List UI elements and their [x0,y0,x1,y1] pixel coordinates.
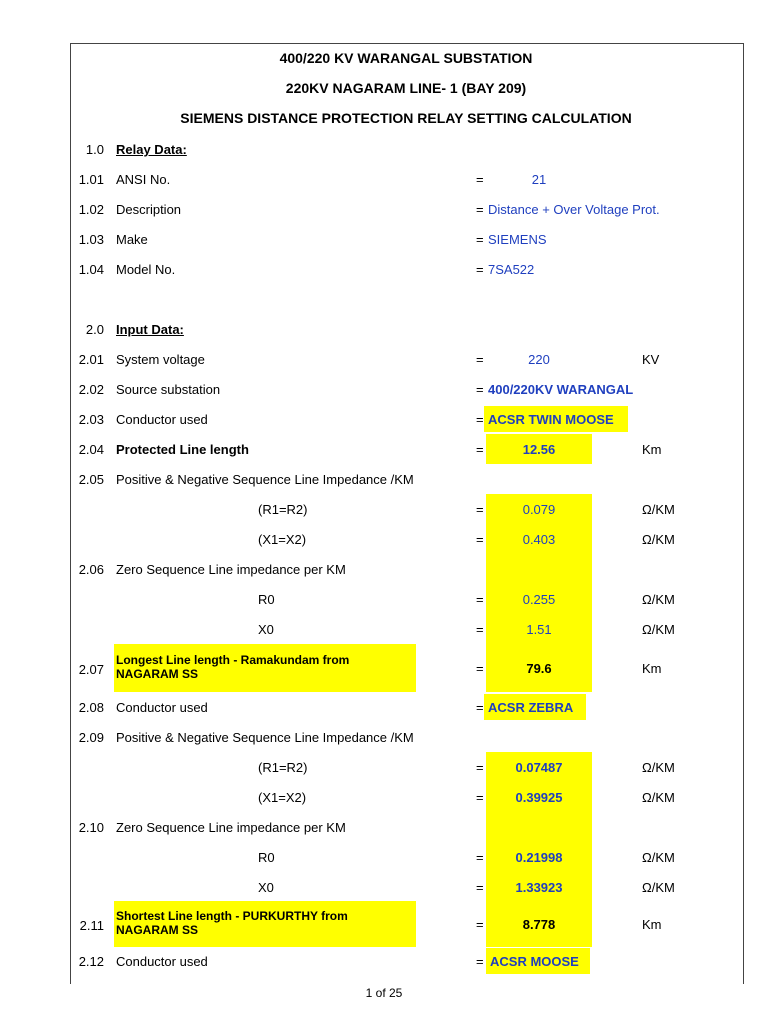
row-value: 0.07487 [515,760,563,775]
row-value: 0.079 [522,502,556,517]
row-number: 2.05 [78,472,104,487]
row-value: 12.56 [522,442,556,457]
page-number: 1 of 25 [365,986,403,1000]
row-unit: KV [642,352,660,367]
row-x0 [70,614,742,644]
row-model-no [70,254,742,284]
row-unit: Ω/KM [642,850,675,865]
equals-sign: = [476,232,484,247]
row-number: 1.02 [78,202,104,217]
row-pos-neg-impedance [70,464,742,494]
row-r0-2 [70,842,742,872]
row-number: 1.03 [78,232,104,247]
title-calculation: SIEMENS DISTANCE PROTECTION RELAY SETTING CALCULATION [180,110,632,126]
row-value: ACSR MOOSE [490,954,579,969]
row-label: ANSI No. [116,172,171,187]
equals-sign: = [476,172,484,187]
row-number: 2.09 [78,730,104,745]
row-label: (R1=R2) [258,502,308,517]
row-number: 2.07 [78,662,104,677]
equals-sign: = [476,622,484,637]
row-label: (R1=R2) [258,760,308,775]
row-x1-x2-2 [70,782,742,812]
equals-sign: = [476,661,484,676]
row-description [70,194,742,224]
row-r1-r2 [70,494,742,524]
row-system-voltage [70,344,742,374]
row-value: 8.778 [522,917,556,932]
row-value: ACSR ZEBRA [488,700,574,715]
row-x1-x2 [70,524,742,554]
row-value: 1.33923 [515,880,563,895]
row-number: 2.06 [78,562,104,577]
section-heading: Relay Data: [116,142,187,157]
row-value: 0.39925 [515,790,563,805]
equals-sign: = [476,790,484,805]
section-relay-data [70,134,742,164]
row-label: R0 [258,850,275,865]
equals-sign: = [476,917,484,932]
equals-sign: = [476,202,484,217]
row-value: 220 [528,352,550,367]
row-r1-r2-2 [70,752,742,782]
row-number: 2.03 [78,412,104,427]
section-number: 1.0 [85,142,104,157]
row-conductor-used [70,404,742,434]
row-make [70,224,742,254]
section-input-data [70,314,742,344]
row-label: NAGARAM SS [116,923,199,937]
equals-sign: = [476,352,484,367]
equals-sign: = [476,442,484,457]
row-label: Positive & Negative Sequence Line Impedance /KM [116,730,414,745]
row-shortest-line-length [70,901,742,947]
row-value: 400/220KV WARANGAL [488,382,634,397]
row-label: System voltage [116,352,205,367]
row-number: 2.01 [78,352,104,367]
row-value: SIEMENS [488,232,547,247]
equals-sign: = [476,954,484,969]
row-value: 1.51 [526,622,552,637]
row-label: Source substation [116,382,221,397]
row-unit: Ω/KM [642,760,675,775]
equals-sign: = [476,382,484,397]
row-value: 0.403 [522,532,556,547]
row-unit: Ω/KM [642,622,675,637]
row-label: Make [116,232,148,247]
equals-sign: = [476,262,484,277]
row-value: 0.255 [522,592,556,607]
row-label: (X1=X2) [258,790,307,805]
row-value: 0.21998 [515,850,563,865]
row-pos-neg-impedance-2 [70,722,742,752]
row-unit: Ω/KM [642,592,675,607]
row-label: Shortest Line length - PURKURTHY from [116,909,348,923]
section-heading: Input Data: [116,322,184,337]
row-number: 2.08 [78,700,104,715]
equals-sign: = [476,760,484,775]
row-value: Distance + Over Voltage Prot. [488,202,660,217]
row-label: R0 [258,592,275,607]
section-number: 2.0 [85,322,104,337]
row-number: 1.04 [78,262,104,277]
row-unit: Km [642,917,662,932]
row-label: X0 [258,880,274,895]
row-unit: Km [642,442,662,457]
row-source-substation [70,374,742,404]
row-value: 7SA522 [488,262,535,277]
row-conductor-used-moose [70,946,742,976]
row-label: Protected Line length [116,442,249,457]
row-zero-seq-impedance-2 [70,812,742,842]
row-label: Zero Sequence Line impedance per KM [116,562,346,577]
equals-sign: = [476,532,484,547]
row-zero-seq-impedance [70,554,742,584]
equals-sign: = [476,700,484,715]
row-unit: Km [642,661,662,676]
row-label: Model No. [116,262,176,277]
row-label: Conductor used [116,412,208,427]
row-unit: Ω/KM [642,532,675,547]
row-number: 2.12 [78,954,104,969]
equals-sign: = [476,880,484,895]
row-ansi-no [70,164,742,194]
title-line: 220KV NAGARAM LINE- 1 (BAY 209) [285,80,527,96]
row-longest-line-length [70,644,742,692]
row-label: (X1=X2) [258,532,307,547]
row-number: 2.10 [78,820,104,835]
row-value: 79.6 [526,661,552,676]
row-label: Positive & Negative Sequence Line Impedance /KM [116,472,414,487]
row-label: Zero Sequence Line impedance per KM [116,820,346,835]
row-x0-2 [70,872,742,902]
row-unit: Ω/KM [642,790,675,805]
row-number: 2.04 [78,442,104,457]
row-value: 21 [531,172,547,187]
row-label: Description [116,202,182,217]
row-label: Longest Line length - Ramakundam from [116,653,350,667]
row-value: ACSR TWIN MOOSE [488,412,614,427]
row-conductor-used-zebra [70,692,742,722]
row-label: Conductor used [116,954,208,969]
equals-sign: = [476,592,484,607]
row-label: NAGARAM SS [116,667,199,681]
row-label: Conductor used [116,700,208,715]
row-protected-line-length [70,434,742,464]
equals-sign: = [476,412,484,427]
row-unit: Ω/KM [642,880,675,895]
equals-sign: = [476,502,484,517]
row-number: 2.11 [79,918,104,933]
row-number: 2.02 [78,382,104,397]
row-number: 1.01 [78,172,104,187]
row-r0 [70,584,742,614]
row-label: X0 [258,622,274,637]
row-unit: Ω/KM [642,502,675,517]
title-substation: 400/220 KV WARANGAL SUBSTATION [279,50,533,66]
equals-sign: = [476,850,484,865]
